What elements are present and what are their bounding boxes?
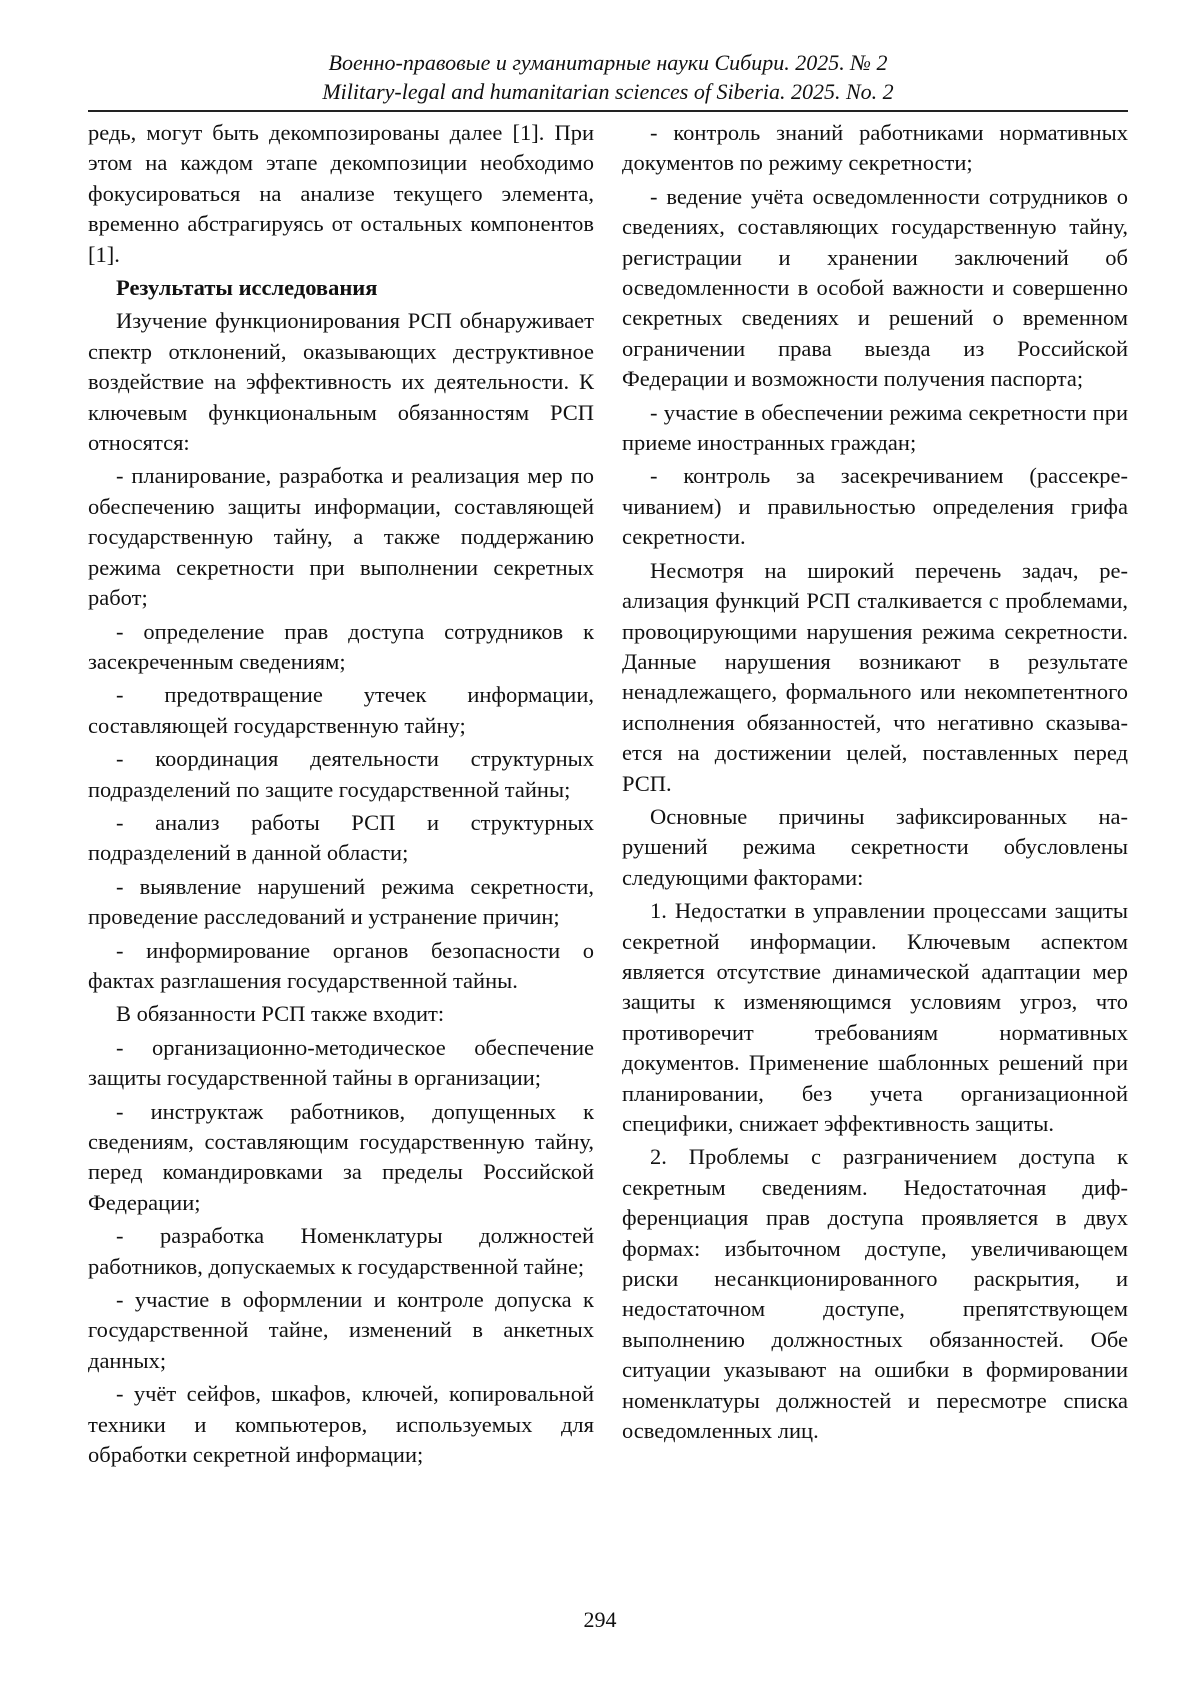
paragraph: Основные причины зафиксированных нарушений режима секретности обусловлены следующими факторами: (622, 803, 1128, 890)
paragraph: В обязанности РСП также входит: (116, 1001, 445, 1027)
paragraph: Изучение функционирования РСП обнаруживает спектр отклонений, оказывающих деструктивное воздействие на эффективность их деятельности. К ключевым функциональным обязанностям РСП относятся: (88, 308, 594, 456)
left-column (88, 118, 594, 1473)
list-item: - контроль знаний работниками нормативных документов по режиму секретности; (622, 120, 1128, 176)
list-item: - выявление нарушений режима секретности, проведение расследований и устранение причин; (88, 873, 594, 930)
list-item: - планирование, разработка и реализация мер по обеспечению защиты информации, составляющей государственную тайну, а также поддержанию режима секретности при выполнении секретных работ; (88, 463, 594, 611)
journal-header (88, 48, 1128, 106)
list-item: - анализ работы РСП и структурных подразделений в данной области; (88, 809, 594, 866)
list-item: - определение прав доступа сотрудников к засекреченным сведениям; (88, 618, 594, 674)
list-item: - ведение учёта осведомленности сотрудников о сведениях, составляющих государственную тайну, регистрации и хранении заключений об осведомленности в особой важности и совершенно секретных сведениях и решений о временном ограничении права выезда из Российской Федерации и возможности получения паспорта; (622, 183, 1128, 392)
list-item: - разработка Номенклатуры должностей работников, допускаемых к государственной тайне; (88, 1223, 594, 1279)
journal-title-ru: Военно-правовые и гуманитарные науки Сибири. 2025. № 2 (328, 50, 888, 75)
list-item: - предотвращение утечек информации, составляющей государственную тайну; (88, 682, 594, 738)
journal-title-en: Military-legal and humanitarian sciences of Siberia. 2025. No. 2 (322, 79, 894, 104)
list-item: - участие в оформлении и контроле допуска к государственной тайне, изменений в анкетных данных; (88, 1287, 594, 1373)
paragraph: редь, могут быть декомпозированы далее [1]. При этом на каждом этапе декомпозиции необходимо фокусироваться на анализе текущего элемента, временно абстрагируясь от остальных компонентов [1]. (88, 120, 594, 267)
section-heading: Результаты исследования (116, 275, 378, 301)
list-item: - информирование органов безопасности о фактах разглашения государственной тайны. (88, 937, 594, 993)
paragraph: 1. Недостатки в управлении процессами защиты секретной информации. Ключевым аспектом является отсутствие динамической адаптации мер защиты к изменяющимся условиям угроз, что противоречит требованиям нормативных документов. Применение шаблонных решений при планировании, без учета организационной специфики, снижает эффективность защиты. (622, 898, 1128, 1136)
list-item: - организационно-методическое обеспечение защиты государственной тайны в организации; (88, 1034, 594, 1091)
header-rule (88, 110, 1128, 112)
paragraph: Несмотря на широкий перечень задач, реализация функций РСП сталкивается с проблемами, провоцирующими нарушения режима секретности. Данные нарушения возникают в результате ненадлежащего, формального или некомпетентного исполнения обязанностей, что негативно сказывается на достижении целей, поставленных перед РСП. (622, 557, 1128, 796)
list-item: - участие в обеспечении режима секретности при приеме иностранных граждан; (622, 399, 1128, 456)
list-item: - инструктаж работников, допущенных к сведениям, составляющим государственную тайну, перед командировками за пределы Российской Федерации; (88, 1098, 594, 1215)
paragraph: 2. Проблемы с разграничением доступа к секретным сведениям. Недостаточная дифференциация прав доступа проявляется в двух формах: избыточном доступе, увеличивающем риски несанкционированного раскрытия, и недостаточном доступе, препятствующем выполнению должностных обязанностей. Обе ситуации указывают на ошибки в формировании номенклатуры должностей и пересмотре списка осведомленных лиц. (622, 1144, 1128, 1444)
page-number: 294 (583, 1607, 617, 1632)
right-column (622, 118, 1128, 1449)
list-item: - контроль за засекречиванием (рассекречиванием) и правильностью определения грифа секретности. (622, 463, 1128, 550)
list-item: - учёт сейфов, шкафов, ключей, копировальной техники и компьютеров, используемых для обработки секретной информации; (88, 1381, 594, 1468)
list-item: - координация деятельности структурных подразделений по защите государственной тайны; (88, 746, 594, 802)
